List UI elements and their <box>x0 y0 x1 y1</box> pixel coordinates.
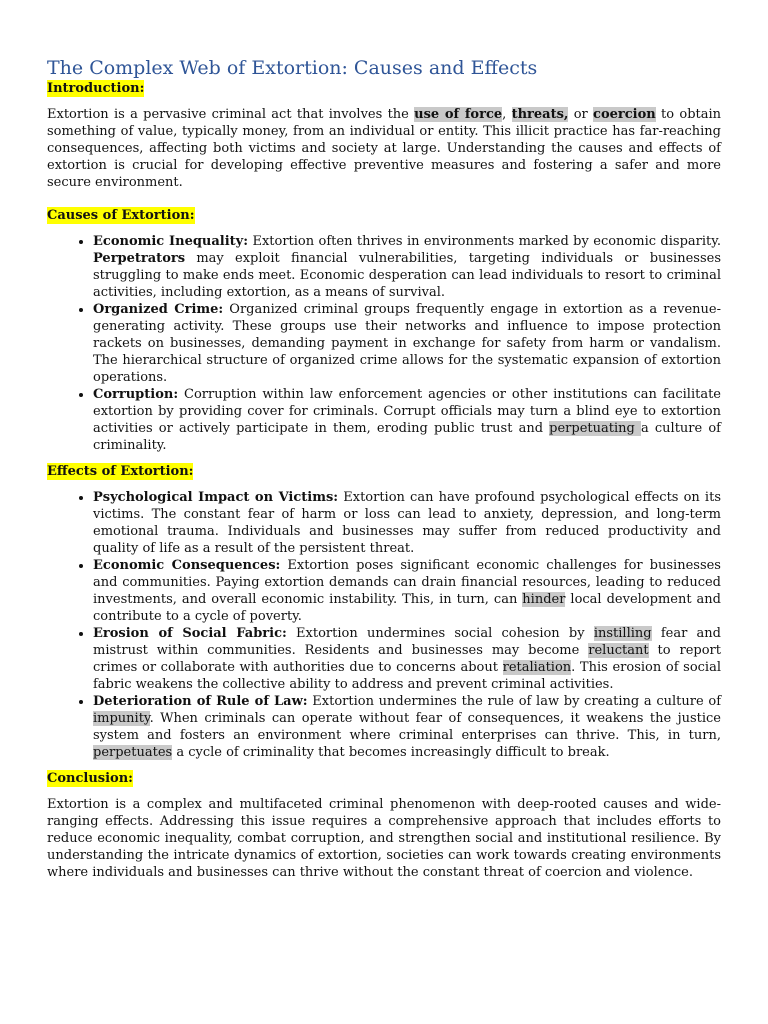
list-item-economic-inequality: • Economic Inequality: Extortion often thrives in environments marked by economic disparity. Perpetrators may exploit financial vulnerabilities, targeting individuals or businesses struggling to make ends meet. Economic desperation can lead individuals to resort to criminal activities, including extortion, as a means of survival. <box>93 233 721 301</box>
list-item-organized-crime: • Organized Crime: Organized criminal groups frequently engage in extortion as a revenue-generating activity. These groups use their networks and influence to impose protection rackets on businesses, demanding payment in exchange for safety from harm or vandalism. The hierarchical structure of organized crime allows for the systematic expansion of extortion operations. <box>93 301 721 386</box>
list-item-corruption: • Corruption: Corruption within law enforcement agencies or other institutions can facilitate extortion by providing cover for criminals. Corrupt officials may turn a blind eye to extortion activities or actively participate in them, eroding public trust and perpetuating a culture of criminality. <box>93 386 721 454</box>
causes-heading: Causes of Extortion: <box>47 208 195 223</box>
highlight-retaliation: retaliation <box>502 660 572 675</box>
effects-heading: Effects of Extortion: <box>47 464 194 479</box>
document-title: The Complex Web of Extortion: Causes and Effects <box>47 57 538 79</box>
highlight-use-of-force: use of force <box>414 107 503 122</box>
highlight-perpetuates: perpetuates <box>93 745 173 760</box>
causes-list <box>47 233 721 454</box>
list-item-rule-of-law: • Deterioration of Rule of Law: Extortion undermines the rule of law by creating a culture of impunity. When criminals can operate without fear of consequences, it weakens the justice system and fosters an environment where criminal enterprises can thrive. This, in turn, perpetuates a cycle of criminality that becomes increasingly difficult to break. <box>93 693 721 761</box>
highlight-threats: threats, <box>511 107 569 122</box>
introduction-heading: Introduction: <box>47 81 145 96</box>
conclusion-heading: Conclusion: <box>47 771 133 786</box>
list-item-erosion-social-fabric: • Erosion of Social Fabric: Extortion undermines social cohesion by instilling fear and mistrust within communities. Residents and businesses may become reluctant to report crimes or collaborate with authorities due to concerns about retaliation. This erosion of social fabric weakens the collective ability to address and prevent criminal activities. <box>93 625 721 693</box>
highlight-coercion: coercion <box>593 107 656 122</box>
highlight-reluctant: reluctant <box>588 643 649 658</box>
highlight-perpetuating: perpetuating <box>549 421 641 436</box>
highlight-impunity: impunity <box>93 711 150 726</box>
list-item-economic-consequences: • Economic Consequences: Extortion poses significant economic challenges for businesses and communities. Paying extortion demands can drain financial resources, leading to reduced investments, and overall economic instability. This, in turn, can hinder local development and contribute to a cycle of poverty. <box>93 557 721 625</box>
highlight-instilling: instilling <box>593 626 652 641</box>
list-item-psychological-impact: • Psychological Impact on Victims: Extortion can have profound psychological effects on its victims. The constant fear of harm or loss can lead to anxiety, depression, and long-term emotional trauma. Individuals and businesses may suffer from reduced productivity and quality of life as a result of the persistent threat. <box>93 489 721 557</box>
introduction-paragraph: Extortion is a pervasive criminal act that involves the use of force, threats, or coercion to obtain something of value, typically money, from an individual or entity. This illicit practice has far-reaching consequences, affecting both victims and society at large. Understanding the causes and effects of extortion is crucial for developing effective preventive measures and fostering a safer and more secure environment. <box>47 107 722 190</box>
conclusion-paragraph: Extortion is a complex and multifaceted criminal phenomenon with deep-rooted causes and wide-ranging effects. Addressing this issue requires a comprehensive approach that includes efforts to reduce economic inequality, combat corruption, and strengthen social and institutional resilience. By understanding the intricate dynamics of extortion, societies can work towards creating environments where individuals and businesses can thrive without the constant threat of coercion and violence. <box>47 797 721 880</box>
highlight-hinder: hinder <box>522 592 566 607</box>
effects-list <box>47 489 721 761</box>
